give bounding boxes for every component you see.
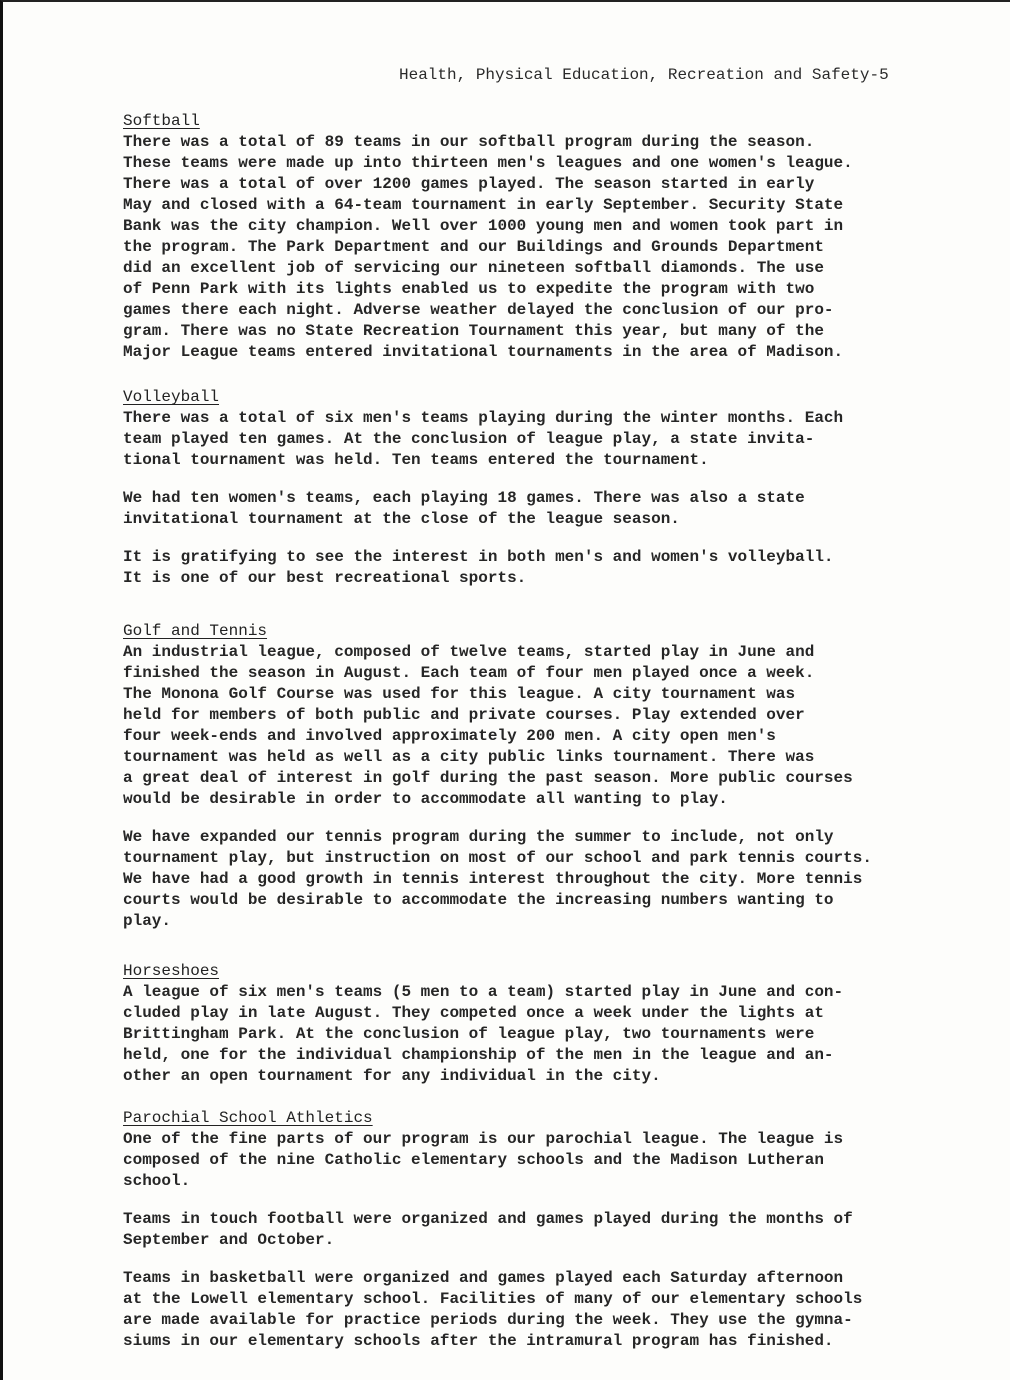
paragraph: Teams in basketball were organized and games played each Saturday afternoon at the Lowell elementary school. Facilities of many of our elementary schools are made available for practice periods during the week. They use the gymna- siums in our elementary schools after the intramural program has finished. [123, 1269, 863, 1350]
section-volleyball [123, 387, 963, 589]
paragraph: There was a total of six men's teams playing during the winter months. Each team played ten games. At the conclusion of league play, a state invita- tional tournament was held. Ten teams entered the tournament. [123, 409, 844, 469]
paragraph: We had ten women's teams, each playing 18 games. There was also a state invitational tournament at the close of the league season. [123, 489, 805, 528]
section-softball [123, 111, 963, 363]
section-parochial-school-athletics [123, 1108, 963, 1352]
section-heading-parochial: Parochial School Athletics [123, 1109, 373, 1127]
paragraph: A league of six men's teams (5 men to a team) started play in June and con- cluded play in late August. They competed once a week under the lights at Brittingham Park. At the conclusion of league play, two tournaments were held, one for the individual championship of the men in the league and an- other an open tournament for any individual in the city. [123, 983, 844, 1085]
paragraph: There was a total of 89 teams in our softball program during the season. These teams were made up into thirteen men's leagues and one women's league. There was a total of over 1200 games played. The season started in early May and closed with a 64-team tournament in early September. Security State Bank was the city champion. Well over 1000 young men and women took part in the program. The Park Department and our Buildings and Grounds Department did an excellent job of servicing our nineteen softball diamonds. The use of Penn Park with its lights enabled us to expedite the program with two games there each night. Adverse weather delayed the conclusion of our pro- gram. There was no State Recreation Tournament this year, but many of the Major League teams entered invitational tournaments in the area of Madison. [123, 133, 853, 361]
paragraph: We have expanded our tennis program during the summer to include, not only tournament play, but instruction on most of our school and park tennis courts. We have had a good growth in tennis interest throughout the city. More tennis courts would be desirable to accommodate the increasing numbers wanting to play. [123, 828, 872, 930]
section-heading-golf-tennis: Golf and Tennis [123, 622, 268, 640]
paragraph: An industrial league, composed of twelve teams, started play in June and finished the season in August. Each team of four men played once a week. The Monona Golf Course was used for this league. A city tournament was held for members of both public and private courses. Play extended over four week-ends and involved approximately 200 men. A city open men's tournament was held as well as a city public links tournament. There was a great deal of interest in golf during the past season. More public courses would be desirable in order to accommodate all wanting to play. [123, 643, 853, 808]
section-golf-tennis [123, 621, 963, 932]
section-heading-volleyball: Volleyball [123, 388, 220, 406]
page-header: Health, Physical Education, Recreation and Safety-5 [399, 66, 889, 84]
paragraph: It is gratifying to see the interest in both men's and women's volleyball. It is one of our best recreational sports. [123, 548, 834, 587]
section-horseshoes [123, 961, 963, 1087]
paragraph: Teams in touch football were organized and games played during the months of September and October. [123, 1210, 853, 1249]
section-heading-softball: Softball [123, 112, 200, 130]
paragraph: One of the fine parts of our program is our parochial league. The league is composed of the nine Catholic elementary schools and the Madison Lutheran school. [123, 1130, 844, 1190]
section-heading-horseshoes: Horseshoes [123, 962, 220, 980]
